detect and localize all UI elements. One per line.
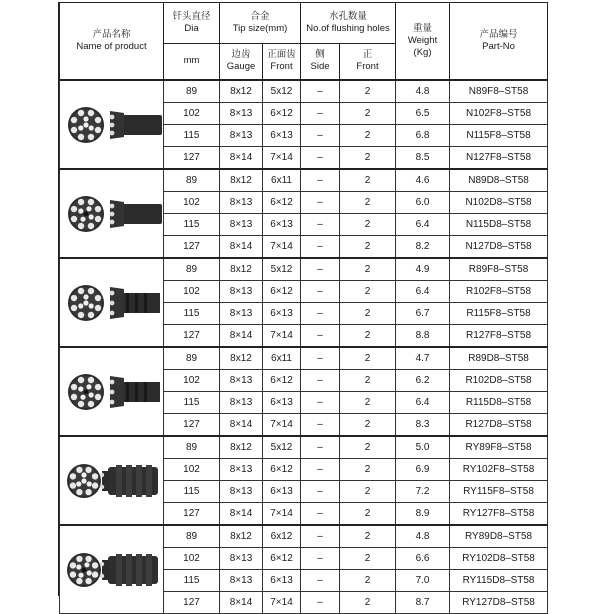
part-no-cell: N115D8–ST58 xyxy=(450,214,548,236)
gauge-tip-cell: 8×14 xyxy=(220,414,263,437)
front-holes-cell: 2 xyxy=(340,236,396,259)
side-holes-cell: – xyxy=(301,436,340,459)
side-holes-cell: – xyxy=(301,525,340,548)
front-tip-cell: 6×13 xyxy=(263,570,301,592)
gauge-tip-cell: 8×14 xyxy=(220,147,263,170)
weight-cell: 6.8 xyxy=(396,125,450,147)
front-tip-cell: 7×14 xyxy=(263,414,301,437)
gauge-tip-cell: 8x12 xyxy=(220,258,263,281)
header-product-zh: 产品名称 xyxy=(92,29,131,40)
gauge-tip-cell: 8x12 xyxy=(220,525,263,548)
header-gauge xyxy=(220,43,263,80)
drop-center-button-bit-icon xyxy=(60,169,164,258)
retrac-button-bit-icon xyxy=(60,258,164,347)
weight-cell: 6.4 xyxy=(396,281,450,303)
header-holes-en: No.of flushing holes xyxy=(306,22,390,34)
front-tip-cell: 6x11 xyxy=(263,169,301,192)
part-no-cell: R102D8–ST58 xyxy=(450,370,548,392)
part-no-cell: R115D8–ST58 xyxy=(450,392,548,414)
front-holes-cell: 2 xyxy=(340,414,396,437)
side-holes-cell: – xyxy=(301,281,340,303)
guide-drop-center-bit-icon xyxy=(60,525,164,614)
side-holes-cell: – xyxy=(301,392,340,414)
header-dia-zh: 钎头直径 xyxy=(172,10,211,22)
diameter-cell: 89 xyxy=(164,169,220,192)
part-no-cell: RY89F8–ST58 xyxy=(450,436,548,459)
header-front-en: Front xyxy=(270,61,293,73)
front-tip-cell: 6×12 xyxy=(263,459,301,481)
front-tip-cell: 7×14 xyxy=(263,503,301,526)
part-no-cell: R127F8–ST58 xyxy=(450,325,548,348)
diameter-cell: 89 xyxy=(164,80,220,103)
gauge-tip-cell: 8×13 xyxy=(220,548,263,570)
side-holes-cell: – xyxy=(301,459,340,481)
diameter-cell: 127 xyxy=(164,147,220,170)
header-product-en: Name of product xyxy=(76,41,147,52)
header-tip-en: Tip size(mm) xyxy=(232,22,288,34)
side-holes-cell: – xyxy=(301,169,340,192)
side-holes-cell: – xyxy=(301,548,340,570)
side-holes-cell: – xyxy=(301,481,340,503)
side-holes-cell: – xyxy=(301,347,340,370)
table-row xyxy=(60,169,548,192)
header-front-hole xyxy=(340,43,396,80)
side-holes-cell: – xyxy=(301,303,340,325)
diameter-cell: 89 xyxy=(164,436,220,459)
part-no-cell: R89F8–ST58 xyxy=(450,258,548,281)
side-holes-cell: – xyxy=(301,414,340,437)
weight-cell: 6.2 xyxy=(396,370,450,392)
front-tip-cell: 6x12 xyxy=(263,525,301,548)
part-no-cell: R102F8–ST58 xyxy=(450,281,548,303)
front-holes-cell: 2 xyxy=(340,169,396,192)
gauge-tip-cell: 8×14 xyxy=(220,592,263,614)
side-holes-cell: – xyxy=(301,258,340,281)
front-tip-cell: 6×12 xyxy=(263,192,301,214)
side-holes-cell: – xyxy=(301,147,340,170)
diameter-cell: 115 xyxy=(164,303,220,325)
header-dia-unit: mm xyxy=(164,43,220,80)
front-tip-cell: 5x12 xyxy=(263,258,301,281)
weight-cell: 6.9 xyxy=(396,459,450,481)
front-holes-cell: 2 xyxy=(340,347,396,370)
front-holes-cell: 2 xyxy=(340,125,396,147)
part-no-cell: N102F8–ST58 xyxy=(450,103,548,125)
gauge-tip-cell: 8×13 xyxy=(220,281,263,303)
bit-illustration-icon xyxy=(62,174,162,254)
part-no-cell: RY115D8–ST58 xyxy=(450,570,548,592)
header-weight-en: Weight xyxy=(407,35,438,46)
diameter-cell: 102 xyxy=(164,192,220,214)
spec-table-body xyxy=(60,80,548,614)
gauge-tip-cell: 8×13 xyxy=(220,459,263,481)
diameter-cell: 102 xyxy=(164,548,220,570)
front-holes-cell: 2 xyxy=(340,525,396,548)
header-part-en: Part-No xyxy=(482,41,515,52)
header-front xyxy=(263,43,301,80)
part-no-cell: N89D8–ST58 xyxy=(450,169,548,192)
weight-cell: 6.4 xyxy=(396,392,450,414)
diameter-cell: 102 xyxy=(164,281,220,303)
weight-cell: 6.7 xyxy=(396,303,450,325)
weight-cell: 6.5 xyxy=(396,103,450,125)
weight-cell: 4.8 xyxy=(396,80,450,103)
gauge-tip-cell: 8×14 xyxy=(220,325,263,348)
front-tip-cell: 6×12 xyxy=(263,103,301,125)
diameter-cell: 89 xyxy=(164,347,220,370)
front-tip-cell: 6x11 xyxy=(263,347,301,370)
part-no-cell: N115F8–ST58 xyxy=(450,125,548,147)
part-no-cell: R127D8–ST58 xyxy=(450,414,548,437)
part-no-cell: R89D8–ST58 xyxy=(450,347,548,370)
part-no-cell: N89F8–ST58 xyxy=(450,80,548,103)
header-weight-zh: 重量 xyxy=(413,23,433,34)
bit-illustration-icon xyxy=(62,441,162,521)
side-holes-cell: – xyxy=(301,192,340,214)
gauge-tip-cell: 8×13 xyxy=(220,103,263,125)
header-gauge-en: Gauge xyxy=(226,61,256,73)
weight-cell: 8.5 xyxy=(396,147,450,170)
bit-illustration-icon xyxy=(62,263,162,343)
side-holes-cell: – xyxy=(301,592,340,614)
front-holes-cell: 2 xyxy=(340,392,396,414)
part-no-cell: R115F8–ST58 xyxy=(450,303,548,325)
table-row xyxy=(60,258,548,281)
gauge-tip-cell: 8×13 xyxy=(220,370,263,392)
gauge-tip-cell: 8×13 xyxy=(220,392,263,414)
front-tip-cell: 6×13 xyxy=(263,125,301,147)
header-flushing-holes xyxy=(301,3,396,44)
front-holes-cell: 2 xyxy=(340,459,396,481)
table-row xyxy=(60,436,548,459)
header-side-zh: 侧 xyxy=(315,49,325,61)
gauge-tip-cell: 8×13 xyxy=(220,570,263,592)
gauge-tip-cell: 8×13 xyxy=(220,481,263,503)
header-part-zh: 产品编号 xyxy=(479,29,518,40)
weight-cell: 4.9 xyxy=(396,258,450,281)
diameter-cell: 102 xyxy=(164,103,220,125)
front-holes-cell: 2 xyxy=(340,147,396,170)
header-holes-zh: 水孔数量 xyxy=(329,10,368,22)
weight-cell: 7.0 xyxy=(396,570,450,592)
front-holes-cell: 2 xyxy=(340,258,396,281)
front-tip-cell: 5x12 xyxy=(263,80,301,103)
front-tip-cell: 6×13 xyxy=(263,214,301,236)
bit-illustration-icon xyxy=(62,85,162,165)
part-no-cell: N127F8–ST58 xyxy=(450,147,548,170)
weight-cell: 8.7 xyxy=(396,592,450,614)
diameter-cell: 115 xyxy=(164,214,220,236)
front-tip-cell: 7×14 xyxy=(263,236,301,259)
weight-cell: 6.6 xyxy=(396,548,450,570)
header-part-no xyxy=(450,3,548,81)
gauge-tip-cell: 8x12 xyxy=(220,80,263,103)
front-holes-cell: 2 xyxy=(340,303,396,325)
front-holes-cell: 2 xyxy=(340,503,396,526)
front-tip-cell: 6×13 xyxy=(263,392,301,414)
header-weight xyxy=(396,3,450,81)
product-spec-sheet xyxy=(58,2,548,608)
front-tip-cell: 5x12 xyxy=(263,436,301,459)
gauge-tip-cell: 8×13 xyxy=(220,192,263,214)
part-no-cell: RY127F8–ST58 xyxy=(450,503,548,526)
side-holes-cell: – xyxy=(301,103,340,125)
diameter-cell: 115 xyxy=(164,392,220,414)
front-holes-cell: 2 xyxy=(340,592,396,614)
header-tip-size xyxy=(220,3,301,44)
header-dia-en: Dia xyxy=(184,22,199,34)
diameter-cell: 102 xyxy=(164,459,220,481)
front-holes-cell: 2 xyxy=(340,481,396,503)
diameter-cell: 127 xyxy=(164,325,220,348)
gauge-tip-cell: 8×13 xyxy=(220,214,263,236)
weight-cell: 6.4 xyxy=(396,214,450,236)
gauge-tip-cell: 8×14 xyxy=(220,503,263,526)
diameter-cell: 115 xyxy=(164,570,220,592)
header-tip-zh: 合金 xyxy=(250,10,270,22)
diameter-cell: 127 xyxy=(164,503,220,526)
table-row xyxy=(60,347,548,370)
weight-cell: 4.8 xyxy=(396,525,450,548)
front-holes-cell: 2 xyxy=(340,436,396,459)
side-holes-cell: – xyxy=(301,80,340,103)
header-weight-unit: (Kg) xyxy=(413,47,432,58)
weight-cell: 8.2 xyxy=(396,236,450,259)
front-holes-cell: 2 xyxy=(340,570,396,592)
header-side xyxy=(301,43,340,80)
front-tip-cell: 7×14 xyxy=(263,325,301,348)
side-holes-cell: – xyxy=(301,503,340,526)
part-no-cell: RY115F8–ST58 xyxy=(450,481,548,503)
header-gauge-zh: 边齿 xyxy=(231,49,251,61)
gauge-tip-cell: 8×13 xyxy=(220,303,263,325)
side-holes-cell: – xyxy=(301,236,340,259)
diameter-cell: 102 xyxy=(164,370,220,392)
header-fronth-zh: 正 xyxy=(362,49,373,61)
gauge-tip-cell: 8×13 xyxy=(220,125,263,147)
diameter-cell: 115 xyxy=(164,125,220,147)
bit-spec-table xyxy=(59,2,548,614)
weight-cell: 7.2 xyxy=(396,481,450,503)
diameter-cell: 127 xyxy=(164,414,220,437)
diameter-cell: 127 xyxy=(164,236,220,259)
weight-cell: 8.8 xyxy=(396,325,450,348)
part-no-cell: RY127D8–ST58 xyxy=(450,592,548,614)
diameter-cell: 127 xyxy=(164,592,220,614)
side-holes-cell: – xyxy=(301,570,340,592)
front-holes-cell: 2 xyxy=(340,80,396,103)
part-no-cell: RY102D8–ST58 xyxy=(450,548,548,570)
front-holes-cell: 2 xyxy=(340,214,396,236)
front-tip-cell: 6×12 xyxy=(263,370,301,392)
part-no-cell: N127D8–ST58 xyxy=(450,236,548,259)
front-tip-cell: 6×13 xyxy=(263,303,301,325)
front-holes-cell: 2 xyxy=(340,370,396,392)
side-holes-cell: – xyxy=(301,125,340,147)
gauge-tip-cell: 8×14 xyxy=(220,236,263,259)
front-holes-cell: 2 xyxy=(340,103,396,125)
weight-cell: 6.0 xyxy=(396,192,450,214)
part-no-cell: N102D8–ST58 xyxy=(450,192,548,214)
front-tip-cell: 6×12 xyxy=(263,548,301,570)
front-tip-cell: 7×14 xyxy=(263,147,301,170)
retrac-drop-center-bit-icon xyxy=(60,347,164,436)
gauge-tip-cell: 8x12 xyxy=(220,436,263,459)
table-row xyxy=(60,80,548,103)
part-no-cell: RY102F8–ST58 xyxy=(450,459,548,481)
gauge-tip-cell: 8x12 xyxy=(220,347,263,370)
guide-button-bit-icon xyxy=(60,436,164,525)
diameter-cell: 115 xyxy=(164,481,220,503)
front-holes-cell: 2 xyxy=(340,325,396,348)
part-no-cell: RY89D8–ST58 xyxy=(450,525,548,548)
header-front-zh: 正面齿 xyxy=(267,49,296,61)
header-dia xyxy=(164,3,220,44)
weight-cell: 8.9 xyxy=(396,503,450,526)
side-holes-cell: – xyxy=(301,370,340,392)
side-holes-cell: – xyxy=(301,214,340,236)
side-holes-cell: – xyxy=(301,325,340,348)
header-fronth-en: Front xyxy=(356,61,379,73)
gauge-tip-cell: 8x12 xyxy=(220,169,263,192)
front-tip-cell: 7×14 xyxy=(263,592,301,614)
front-holes-cell: 2 xyxy=(340,548,396,570)
weight-cell: 5.0 xyxy=(396,436,450,459)
bit-illustration-icon xyxy=(62,530,162,610)
weight-cell: 8.3 xyxy=(396,414,450,437)
header-side-en: Side xyxy=(310,61,330,73)
diameter-cell: 89 xyxy=(164,525,220,548)
front-holes-cell: 2 xyxy=(340,192,396,214)
front-tip-cell: 6×12 xyxy=(263,281,301,303)
diameter-cell: 89 xyxy=(164,258,220,281)
front-holes-cell: 2 xyxy=(340,281,396,303)
front-tip-cell: 6×13 xyxy=(263,481,301,503)
weight-cell: 4.6 xyxy=(396,169,450,192)
table-row xyxy=(60,525,548,548)
weight-cell: 4.7 xyxy=(396,347,450,370)
ballistic-button-bit-icon xyxy=(60,80,164,169)
header-product xyxy=(60,3,164,81)
bit-illustration-icon xyxy=(62,352,162,432)
